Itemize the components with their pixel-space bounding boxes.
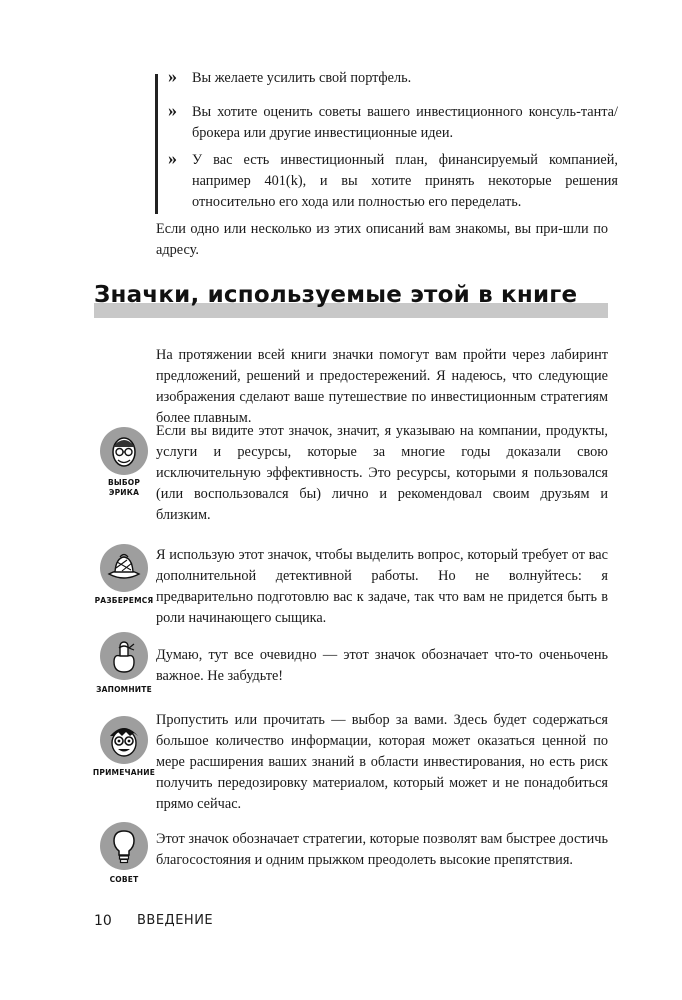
icon-description: Этот значок обозначает стратегии, которые позволят вам быстрее достичь благосостояния и одним прыжком преодолеть высокие препятствия. bbox=[156, 831, 608, 868]
section-intro: На протяжении всей книги значки помогут вам пройти через лабиринт предложений, решений и предостережений. Я надеюсь, что следующие изображения сделают ваше путешествие по инвестиционным стратегиям более плавным. bbox=[156, 347, 608, 426]
icon-label: ПРИМЕЧАНИЕ bbox=[92, 768, 156, 777]
icon-description: Я использую этот значок, чтобы выделить вопрос, который требует от вас дополнительной детективной работы. Но не волнуйтесь: я предварительно подготовлю вас к задаче, так что вам не придется быть в роли начинающего сыщика. bbox=[156, 547, 608, 626]
bullet-item bbox=[168, 68, 618, 89]
bullet-text: У вас есть инвестиционный план, финансируемый компанией, например 401(k), и вы хотите принять некоторые решения относительно его хода или полностью его переделать. bbox=[192, 152, 618, 210]
section-title: Значки, используемые этой в книге bbox=[94, 282, 578, 308]
section-name: ВВЕДЕНИЕ bbox=[137, 913, 214, 928]
face-icon bbox=[100, 427, 148, 475]
quote-bar bbox=[155, 74, 158, 214]
icon-description: Думаю, тут все очевидно — этот значок обозначает что-то оченьочень важное. Не забудьте! bbox=[156, 647, 608, 684]
bullet-item bbox=[168, 150, 618, 213]
detective-hat-icon bbox=[100, 544, 148, 592]
bullet-text: Вы хотите оценить советы вашего инвестиционного консуль-танта/брокера или другие инвестиционные идеи. bbox=[192, 104, 618, 141]
icon-label: РАЗБЕРЕМСЯ bbox=[94, 596, 154, 605]
icon-description: Пропустить или прочитать — выбор за вами. Здесь будет содержаться большое количество информации, которая может оказаться ценной по мере расширения ваших знаний в области инвестирования, но есть риск получить передозировку материалом, который может и не понадобиться прямо сейчас. bbox=[156, 712, 608, 812]
icon-label: ВЫБОР ЭРИКА bbox=[107, 478, 141, 497]
dummies-guy-icon bbox=[100, 716, 148, 764]
intro-paragraph: Если одно или несколько из этих описаний вам знакомы, вы при-шли по адресу. bbox=[156, 221, 608, 258]
bullet-mark: » bbox=[168, 148, 177, 168]
lightbulb-icon bbox=[100, 822, 148, 870]
bullet-text: Вы желаете усилить свой портфель. bbox=[192, 70, 412, 86]
bullet-mark: » bbox=[168, 66, 177, 86]
bullet-mark: » bbox=[168, 100, 177, 120]
finger-string-icon bbox=[100, 632, 148, 680]
icon-description: Если вы видите этот значок, значит, я указываю на компании, продукты, услуги и ресурсы, которые за многие годы доказали свою исключительную эффективность. Это ресурсы, которыми я пользовался (или воспользовался бы) лично и рекомендовал своим друзьям и близким. bbox=[156, 423, 608, 523]
bullet-item bbox=[168, 102, 618, 144]
icon-label: ЗАПОМНИТЕ bbox=[96, 685, 152, 694]
icon-label: СОВЕТ bbox=[109, 875, 139, 884]
page-number: 10 bbox=[94, 913, 112, 929]
